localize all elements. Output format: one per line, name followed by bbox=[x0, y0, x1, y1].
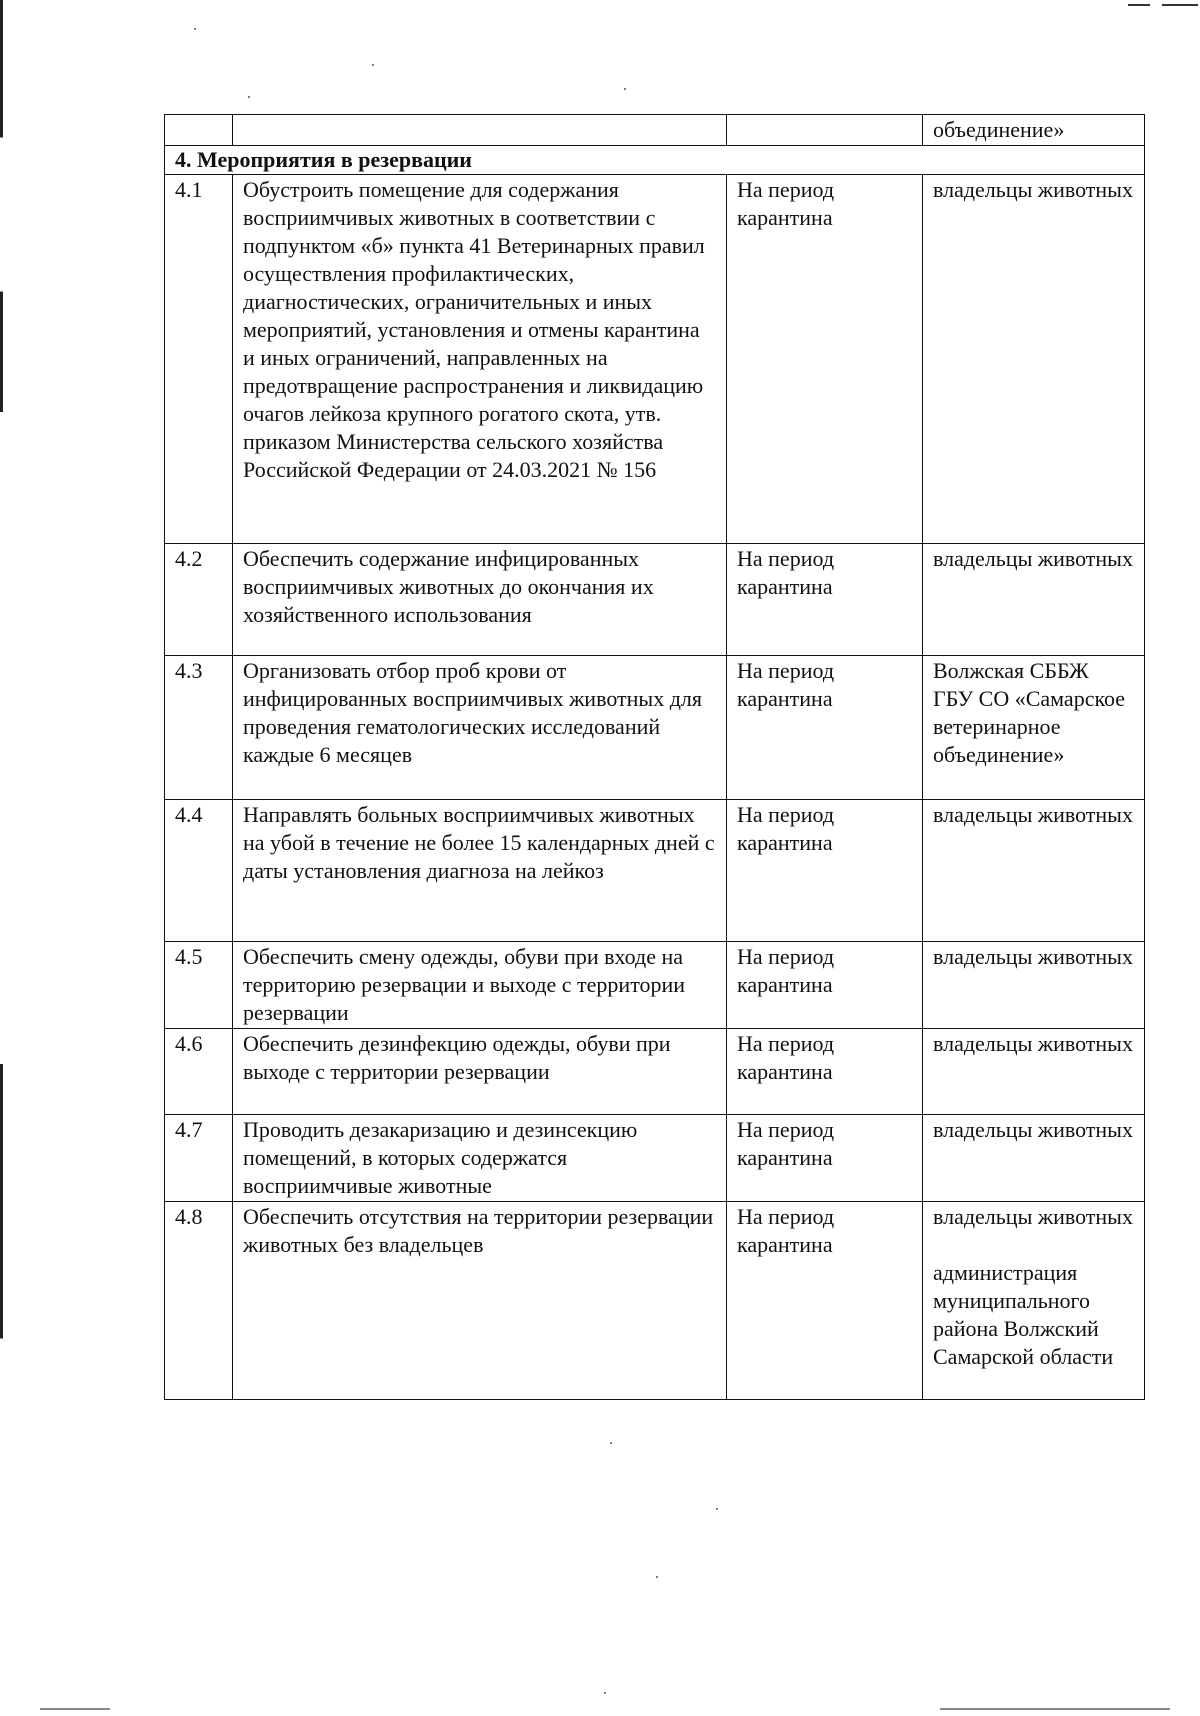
measure-text: Направлять больных восприимчивых животных на убой в течение не более 15 календарных дней с даты установления диагноза на лейкоз bbox=[233, 800, 727, 942]
section-heading: 4. Мероприятия в резервации bbox=[165, 146, 1145, 175]
scan-speck bbox=[610, 1442, 612, 1444]
scan-speck bbox=[372, 64, 374, 66]
responsible-text: владельцы животных bbox=[923, 800, 1145, 942]
responsible-text: владельцы животных bbox=[923, 942, 1145, 1029]
responsible-text: владельцы животных bbox=[923, 1029, 1145, 1115]
row-number: 4.4 bbox=[165, 800, 233, 942]
table-row bbox=[165, 1115, 1145, 1202]
scan-speck bbox=[604, 1692, 606, 1694]
table-row bbox=[165, 115, 1145, 146]
period-text: На период карантина bbox=[727, 544, 923, 656]
period-text: На период карантина bbox=[727, 1202, 923, 1400]
row-number: 4.5 bbox=[165, 942, 233, 1029]
period-text: На период карантина bbox=[727, 1029, 923, 1115]
measure-text: Обеспечить содержание инфицированных восприимчивых животных до окончания их хозяйственного использования bbox=[233, 544, 727, 656]
scan-left-edge bbox=[0, 0, 3, 1716]
period-text bbox=[727, 115, 923, 146]
responsible-text: владельцы животных bbox=[923, 175, 1145, 544]
scan-speck bbox=[716, 1508, 718, 1510]
table-row bbox=[165, 175, 1145, 544]
measure-text: Организовать отбор проб крови от инфицированных восприимчивых животных для проведения гематологических исследований каждые 6 месяцев bbox=[233, 656, 727, 800]
period-text: На период карантина bbox=[727, 175, 923, 544]
measure-text: Обеспечить отсутствия на территории резервации животных без владельцев bbox=[233, 1202, 727, 1400]
table-row bbox=[165, 1202, 1145, 1400]
scan-mark bbox=[1128, 4, 1150, 6]
period-text: На период карантина bbox=[727, 800, 923, 942]
table-row bbox=[165, 800, 1145, 942]
responsible-text: владельцы животных bbox=[923, 544, 1145, 656]
row-number: 4.1 bbox=[165, 175, 233, 544]
scan-speck bbox=[194, 28, 196, 30]
section-row bbox=[165, 146, 1145, 175]
scan-speck bbox=[248, 96, 250, 98]
table-row bbox=[165, 1029, 1145, 1115]
scan-speck bbox=[656, 1576, 658, 1578]
table-row bbox=[165, 942, 1145, 1029]
table-row bbox=[165, 544, 1145, 656]
row-number: 4.3 bbox=[165, 656, 233, 800]
responsible-cell bbox=[923, 1202, 1145, 1400]
scan-mark bbox=[40, 1708, 110, 1710]
table-row bbox=[165, 656, 1145, 800]
row-number bbox=[165, 115, 233, 146]
scan-mark bbox=[1162, 4, 1198, 6]
period-text: На период карантина bbox=[727, 1115, 923, 1202]
period-text: На период карантина bbox=[727, 656, 923, 800]
period-text: На период карантина bbox=[727, 942, 923, 1029]
responsible-text: владельцы животных bbox=[933, 1204, 1133, 1229]
spacer bbox=[933, 1231, 1134, 1259]
measure-text: Проводить дезакаризацию и дезинсекцию помещений, в которых содержатся восприимчивые животные bbox=[233, 1115, 727, 1202]
responsible-text: владельцы животных bbox=[923, 1115, 1145, 1202]
row-number: 4.6 bbox=[165, 1029, 233, 1115]
measure-text: Обеспечить смену одежды, обуви при входе на территорию резервации и выходе с территории резервации bbox=[233, 942, 727, 1029]
scan-speck bbox=[624, 88, 626, 90]
measure-text: Обеспечить дезинфекцию одежды, обуви при выходе с территории резервации bbox=[233, 1029, 727, 1115]
scan-mark bbox=[940, 1708, 1170, 1710]
responsible-text: объединение» bbox=[923, 115, 1145, 146]
row-number: 4.7 bbox=[165, 1115, 233, 1202]
responsible-text-extra: администрация муниципального района Волжский Самарской области bbox=[933, 1260, 1114, 1369]
measures-table bbox=[164, 114, 1145, 1400]
row-number: 4.2 bbox=[165, 544, 233, 656]
measure-text: Обустроить помещение для содержания восприимчивых животных в соответствии с подпунктом «б» пункта 41 Ветеринарных правил осуществления профилактических, диагностических, ограничительных и иных мероприятий, установления и отмены карантина и иных ограничений, направленных на предотвращение распространения и ликвидацию очагов лейкоза крупного рогатого скота, утв. приказом Министерства сельского хозяйства Российской Федерации от 24.03.2021 № 156 bbox=[233, 175, 727, 544]
responsible-text: Волжская СББЖ ГБУ СО «Самарское ветеринарное объединение» bbox=[923, 656, 1145, 800]
row-number: 4.8 bbox=[165, 1202, 233, 1400]
measure-text bbox=[233, 115, 727, 146]
